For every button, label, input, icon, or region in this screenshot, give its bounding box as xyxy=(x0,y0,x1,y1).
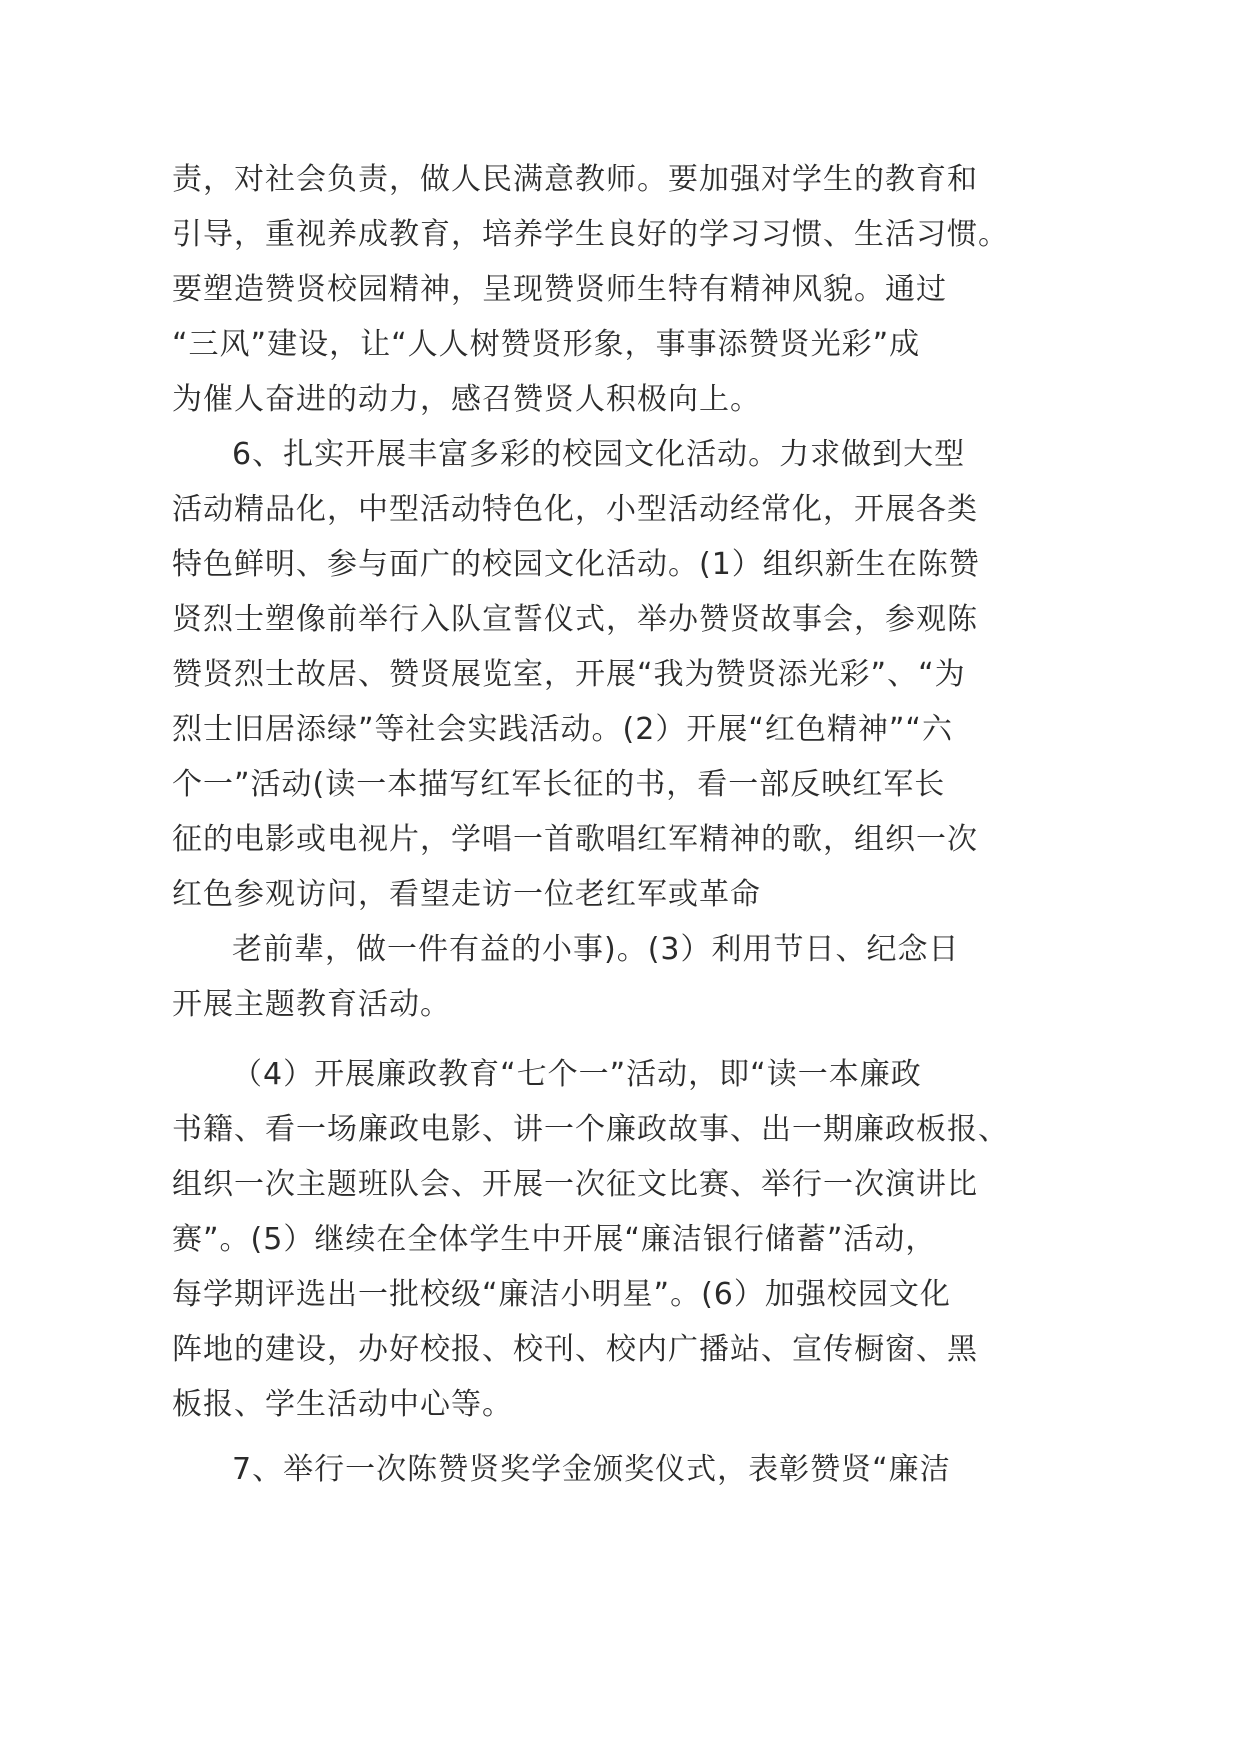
text-line-content: 组织一次主题班队会、开展一次征文比赛、举行一次演讲比 xyxy=(172,1167,978,1202)
text-line xyxy=(0,370,1241,430)
text-line-content: （4）开展廉政教育“七个一”活动，即“读一本廉政 xyxy=(232,1057,922,1092)
text-line xyxy=(0,645,1241,705)
text-line-content: 阵地的建设，办好校报、校刊、校内广播站、宣传橱窗、黑 xyxy=(172,1332,978,1367)
text-line xyxy=(0,700,1241,760)
text-line-content: 书籍、看一场廉政电影、讲一个廉政故事、出一期廉政板报、 xyxy=(172,1112,1009,1147)
text-line xyxy=(0,260,1241,320)
text-line-content: 责，对社会负责，做人民满意教师。要加强对学生的教育和 xyxy=(172,162,978,197)
text-line-content: 为催人奋进的动力，感召赞贤人积极向上。 xyxy=(172,382,761,417)
text-line xyxy=(0,1045,1241,1105)
text-line xyxy=(0,315,1241,375)
text-line-content: 赞贤烈士故居、赞贤展览室，开展“我为赞贤添光彩”、“为 xyxy=(172,657,966,692)
text-line-content: 要塑造赞贤校园精神，呈现赞贤师生特有精神风貌。通过 xyxy=(172,272,947,307)
text-line xyxy=(0,810,1241,870)
text-line xyxy=(0,480,1241,540)
text-line-content: 征的电影或电视片，学唱一首歌唱红军精神的歌，组织一次 xyxy=(172,822,978,857)
text-line xyxy=(0,1155,1241,1215)
text-line-content: 7、举行一次陈赞贤奖学金颁奖仪式，表彰赞贤“廉洁 xyxy=(232,1452,951,1487)
text-line xyxy=(0,865,1241,925)
text-line xyxy=(0,1265,1241,1325)
text-line-content: 开展主题教育活动。 xyxy=(172,987,451,1022)
text-line-content: “三风”建设，让“人人树赞贤形象，事事添赞贤光彩”成 xyxy=(172,327,921,362)
text-line-content: 赛”。(5）继续在全体学生中开展“廉洁银行储蓄”活动， xyxy=(172,1222,937,1257)
text-line-content: 老前辈，做一件有益的小事)。(3）利用节日、纪念日 xyxy=(232,932,960,967)
text-line xyxy=(0,150,1241,210)
text-line xyxy=(0,1320,1241,1380)
text-line-content: 每学期评选出一批校级“廉洁小明星”。(6）加强校园文化 xyxy=(172,1277,951,1312)
text-line-content: 活动精品化，中型活动特色化，小型活动经常化，开展各类 xyxy=(172,492,978,527)
text-line-content: 6、扎实开展丰富多彩的校园文化活动。力求做到大型 xyxy=(232,437,966,472)
text-line xyxy=(0,1440,1241,1500)
text-line-content: 红色参观访问，看望走访一位老红军或革命 xyxy=(172,877,761,912)
text-line xyxy=(0,1375,1241,1435)
text-line-content: 烈士旧居添绿”等社会实践活动。(2）开展“红色精神”“六 xyxy=(172,712,953,747)
text-line-content: 引导，重视养成教育，培养学生良好的学习习惯、生活习惯。 xyxy=(172,217,1009,252)
text-line-content: 个一”活动(读一本描写红军长征的书，看一部反映红军长 xyxy=(172,767,946,802)
text-line xyxy=(0,975,1241,1035)
text-line xyxy=(0,205,1241,265)
text-line xyxy=(0,590,1241,650)
text-line-content: 特色鲜明、参与面广的校园文化活动。(1）组织新生在陈赞 xyxy=(172,547,980,582)
text-line xyxy=(0,755,1241,815)
text-line xyxy=(0,920,1241,980)
text-line xyxy=(0,425,1241,485)
text-line-content: 贤烈士塑像前举行入队宣誓仪式，举办赞贤故事会，参观陈 xyxy=(172,602,978,637)
text-line xyxy=(0,1210,1241,1270)
text-line-content: 板报、学生活动中心等。 xyxy=(172,1387,513,1422)
text-line xyxy=(0,1100,1241,1160)
text-line xyxy=(0,535,1241,595)
